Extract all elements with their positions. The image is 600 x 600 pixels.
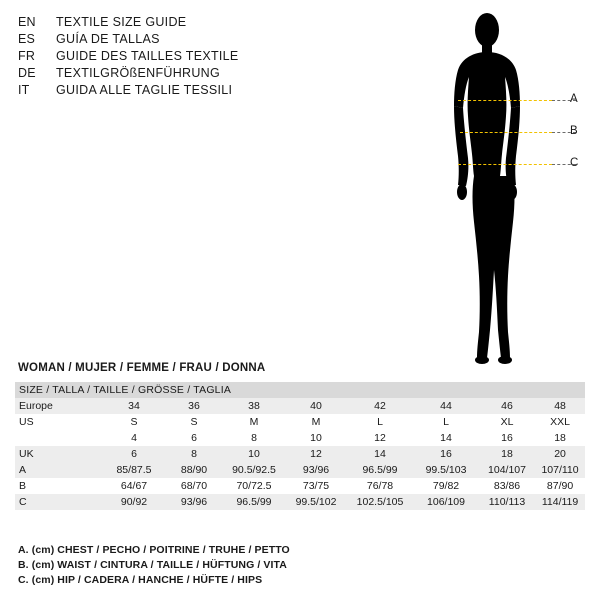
table-row <box>15 478 585 494</box>
cell: 106/109 <box>413 494 479 510</box>
cell: 83/86 <box>479 478 535 494</box>
cell: 104/107 <box>479 462 535 478</box>
cell: 8 <box>165 446 223 462</box>
measure-label-c: C <box>570 157 579 169</box>
size-table-wrapper <box>15 382 585 510</box>
cell: 99.5/102 <box>285 494 347 510</box>
cell: 70/72.5 <box>223 478 285 494</box>
cell: 87/90 <box>535 478 585 494</box>
cell: 46 <box>479 398 535 414</box>
cell: 42 <box>347 398 413 414</box>
cell: 10 <box>285 430 347 446</box>
cell: 36 <box>165 398 223 414</box>
row-label: A <box>15 462 103 478</box>
language-code: DE <box>18 66 36 80</box>
language-title: GUIDE DES TAILLES TEXTILE <box>56 49 239 63</box>
measure-label-a: A <box>570 93 578 105</box>
table-row <box>15 430 585 446</box>
cell: 76/78 <box>347 478 413 494</box>
language-code: ES <box>18 32 36 46</box>
row-label: Europe <box>15 398 103 414</box>
size-table <box>15 382 585 510</box>
footnote-a: A. (cm) CHEST / PECHO / POITRINE / TRUHE / PETTO <box>18 544 290 556</box>
cell: 79/82 <box>413 478 479 494</box>
language-title: TEXTILGRÖßENFÜHRUNG <box>56 66 221 80</box>
cell: 85/87.5 <box>103 462 165 478</box>
language-row <box>18 31 438 48</box>
cell: 99.5/103 <box>413 462 479 478</box>
language-code: EN <box>18 15 36 29</box>
language-code: FR <box>18 49 36 63</box>
table-row <box>15 398 585 414</box>
cell: 16 <box>413 446 479 462</box>
cell: XXL <box>535 414 585 430</box>
cell: 96.5/99 <box>223 494 285 510</box>
measure-label-b: B <box>570 125 578 137</box>
cell: 18 <box>479 446 535 462</box>
row-label: B <box>15 478 103 494</box>
row-label: US <box>15 414 103 430</box>
cell: XL <box>479 414 535 430</box>
cell: M <box>223 414 285 430</box>
cell: 93/96 <box>165 494 223 510</box>
cell: 96.5/99 <box>347 462 413 478</box>
cell: 107/110 <box>535 462 585 478</box>
cell: 10 <box>223 446 285 462</box>
section-title: WOMAN / MUJER / FEMME / FRAU / DONNA <box>18 362 266 374</box>
cell: 8 <box>223 430 285 446</box>
cell: 102.5/105 <box>347 494 413 510</box>
cell: 44 <box>413 398 479 414</box>
table-row <box>15 462 585 478</box>
footnote-b: B. (cm) WAIST / CINTURA / TAILLE / HÜFTUNG / VITA <box>18 559 287 571</box>
cell: 38 <box>223 398 285 414</box>
cell: L <box>347 414 413 430</box>
cell: 18 <box>535 430 585 446</box>
measure-line-b <box>460 132 552 133</box>
cell: 12 <box>347 430 413 446</box>
language-header-block <box>18 14 438 99</box>
measure-line-a <box>458 100 552 101</box>
language-title: TEXTILE SIZE GUIDE <box>56 15 187 29</box>
cell: S <box>165 414 223 430</box>
measure-line-c <box>458 164 552 165</box>
language-code: IT <box>18 83 30 97</box>
cell: 12 <box>285 446 347 462</box>
cell: 20 <box>535 446 585 462</box>
cell: 40 <box>285 398 347 414</box>
footnote-c: C. (cm) HIP / CADERA / HANCHE / HÜFTE / HIPS <box>18 574 263 586</box>
row-label <box>15 430 103 446</box>
table-header-row <box>15 382 585 398</box>
cell: 64/67 <box>103 478 165 494</box>
cell: 6 <box>103 446 165 462</box>
cell: 6 <box>165 430 223 446</box>
cell: M <box>285 414 347 430</box>
cell: 14 <box>413 430 479 446</box>
cell: 14 <box>347 446 413 462</box>
language-row <box>18 48 438 65</box>
table-row <box>15 446 585 462</box>
row-label: UK <box>15 446 103 462</box>
language-row <box>18 82 438 99</box>
cell: 88/90 <box>165 462 223 478</box>
cell: L <box>413 414 479 430</box>
language-title: GUIDA ALLE TAGLIE TESSILI <box>56 83 233 97</box>
cell: 48 <box>535 398 585 414</box>
cell: 34 <box>103 398 165 414</box>
footnotes-block <box>18 543 578 588</box>
female-silhouette-icon <box>430 8 590 368</box>
cell: 68/70 <box>165 478 223 494</box>
table-header-label: SIZE / TALLA / TAILLE / GRÖSSE / TAGLIA <box>15 382 585 398</box>
cell: 90.5/92.5 <box>223 462 285 478</box>
table-row <box>15 494 585 510</box>
language-title: GUÍA DE TALLAS <box>56 32 160 46</box>
cell: 110/113 <box>479 494 535 510</box>
body-figure <box>430 8 590 368</box>
cell: 4 <box>103 430 165 446</box>
cell: 90/92 <box>103 494 165 510</box>
language-row <box>18 65 438 82</box>
cell: S <box>103 414 165 430</box>
table-row <box>15 414 585 430</box>
row-label: C <box>15 494 103 510</box>
language-row <box>18 14 438 31</box>
cell: 114/119 <box>535 494 585 510</box>
cell: 93/96 <box>285 462 347 478</box>
cell: 16 <box>479 430 535 446</box>
cell: 73/75 <box>285 478 347 494</box>
